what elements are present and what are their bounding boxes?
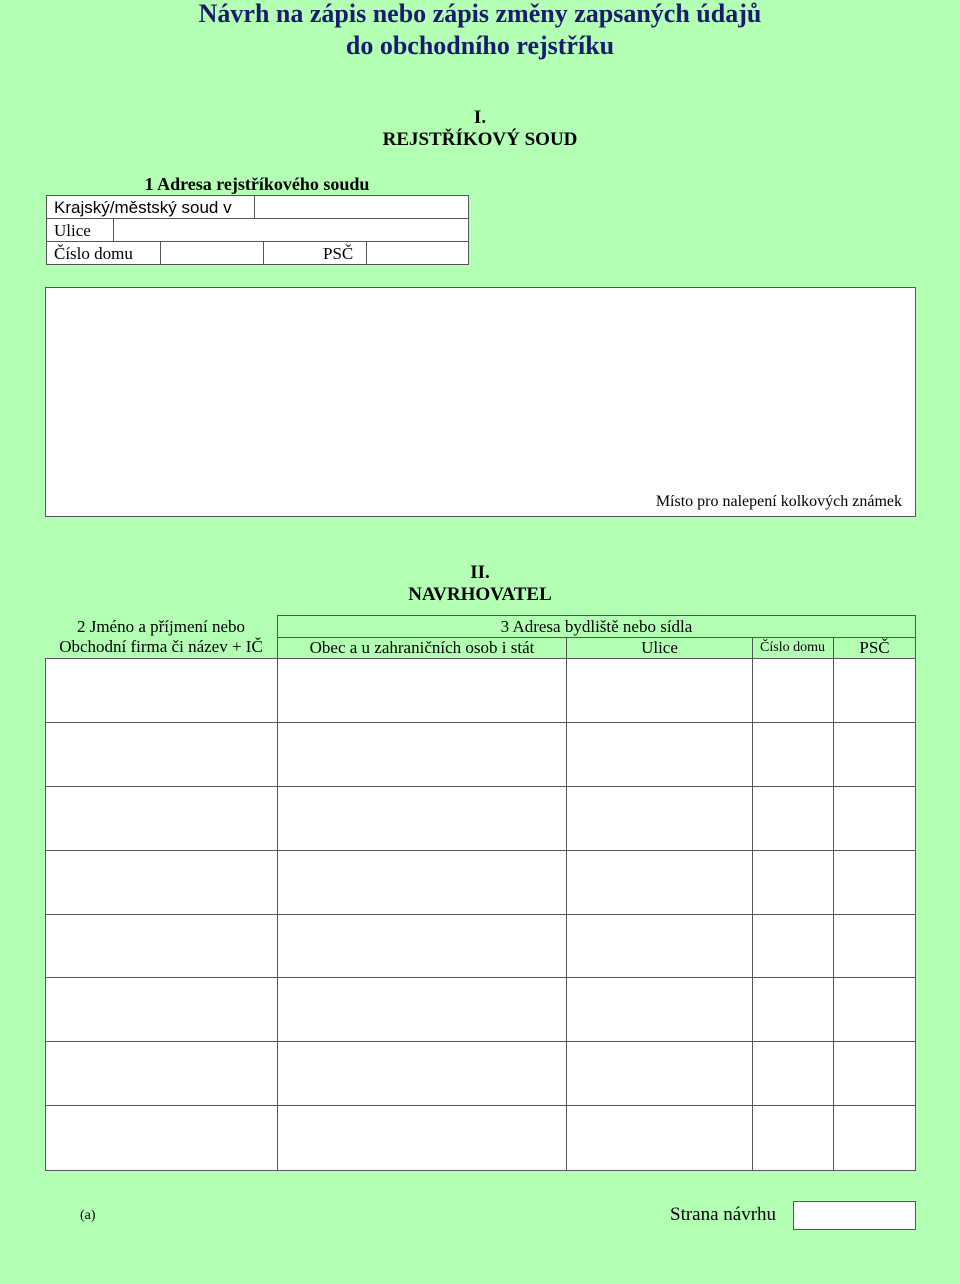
street-cell[interactable] <box>567 915 753 979</box>
city-cell[interactable] <box>278 787 567 851</box>
postcode-cell[interactable] <box>834 659 915 723</box>
table-row <box>46 978 915 1042</box>
name-cell[interactable] <box>46 787 278 851</box>
house-number-cell[interactable] <box>753 978 834 1042</box>
table-row <box>46 787 915 851</box>
postcode-cell[interactable] <box>834 723 915 787</box>
postcode-cell[interactable] <box>834 1042 915 1106</box>
street-cell[interactable] <box>567 1042 753 1106</box>
city-cell[interactable] <box>278 659 567 723</box>
street-cell[interactable] <box>567 787 753 851</box>
city-cell[interactable] <box>278 978 567 1042</box>
table-row <box>46 851 915 915</box>
name-cell[interactable] <box>46 915 278 979</box>
name-cell[interactable] <box>46 723 278 787</box>
court-address-heading: 1 Adresa rejstříkového soudu <box>144 174 370 194</box>
court-street-field[interactable] <box>114 219 468 241</box>
table-row <box>46 659 915 723</box>
house-number-cell[interactable] <box>753 659 834 723</box>
house-number-cell[interactable] <box>753 851 834 915</box>
street-cell[interactable] <box>567 723 753 787</box>
divider <box>263 241 264 265</box>
name-cell[interactable] <box>46 851 278 915</box>
court-city-field[interactable] <box>255 196 468 218</box>
city-cell[interactable] <box>278 851 567 915</box>
postcode-cell[interactable] <box>834 787 915 851</box>
page-number-label: Strana návrhu <box>670 1204 777 1225</box>
city-cell[interactable] <box>278 1042 567 1106</box>
table-row <box>46 1042 915 1106</box>
street-cell[interactable] <box>567 978 753 1042</box>
house-number-cell[interactable] <box>753 1042 834 1106</box>
section-2-number: II. <box>470 562 490 583</box>
col-house-number-header: Číslo domu <box>760 640 825 655</box>
city-cell[interactable] <box>278 723 567 787</box>
court-label: Krajský/městský soud v <box>54 198 232 217</box>
table-row <box>46 723 915 787</box>
table-row <box>46 1106 915 1170</box>
court-postcode-field[interactable] <box>367 242 468 264</box>
street-cell[interactable] <box>567 1106 753 1170</box>
form-title-line2: do obchodního rejstříku <box>345 31 615 60</box>
house-number-cell[interactable] <box>753 915 834 979</box>
col-street-header: Ulice <box>641 638 678 657</box>
postcode-cell[interactable] <box>834 978 915 1042</box>
name-cell[interactable] <box>46 1042 278 1106</box>
name-cell[interactable] <box>46 978 278 1042</box>
street-label: Ulice <box>54 221 91 240</box>
address-heading: 3 Adresa bydliště nebo sídla <box>500 617 693 636</box>
house-number-cell[interactable] <box>753 723 834 787</box>
postcode-label: PSČ <box>323 244 354 263</box>
footer-note: (a) <box>80 1208 96 1223</box>
applicant-table-body <box>45 658 916 1171</box>
house-number-cell[interactable] <box>753 1106 834 1170</box>
house-number-label: Číslo domu <box>54 244 133 263</box>
street-cell[interactable] <box>567 659 753 723</box>
col-city-header: Obec a u zahraničních osob i stát <box>309 638 535 657</box>
section-2-title: NAVRHOVATEL <box>408 584 552 605</box>
table-row <box>46 915 915 979</box>
col-name-header-line1: 2 Jméno a příjmení nebo <box>76 617 246 636</box>
court-house-number-field[interactable] <box>161 242 263 264</box>
name-cell[interactable] <box>46 659 278 723</box>
stamp-area-caption: Místo pro nalepení kolkových známek <box>655 493 902 510</box>
street-cell[interactable] <box>567 851 753 915</box>
col-name-header-line2: Obchodní firma či název + IČ <box>59 637 263 656</box>
postcode-cell[interactable] <box>834 1106 915 1170</box>
form-title-line1: Návrh na zápis nebo zápis změny zapsaných údajů <box>198 0 762 28</box>
section-1-number: I. <box>473 107 487 128</box>
city-cell[interactable] <box>278 915 567 979</box>
name-cell[interactable] <box>46 1106 278 1170</box>
page-number-field[interactable] <box>793 1201 916 1230</box>
postcode-cell[interactable] <box>834 851 915 915</box>
postcode-cell[interactable] <box>834 915 915 979</box>
house-number-cell[interactable] <box>753 787 834 851</box>
section-1-title: REJSTŘÍKOVÝ SOUD <box>382 129 578 150</box>
col-postcode-header: PSČ <box>859 638 890 657</box>
city-cell[interactable] <box>278 1106 567 1170</box>
stamp-area <box>45 287 916 517</box>
